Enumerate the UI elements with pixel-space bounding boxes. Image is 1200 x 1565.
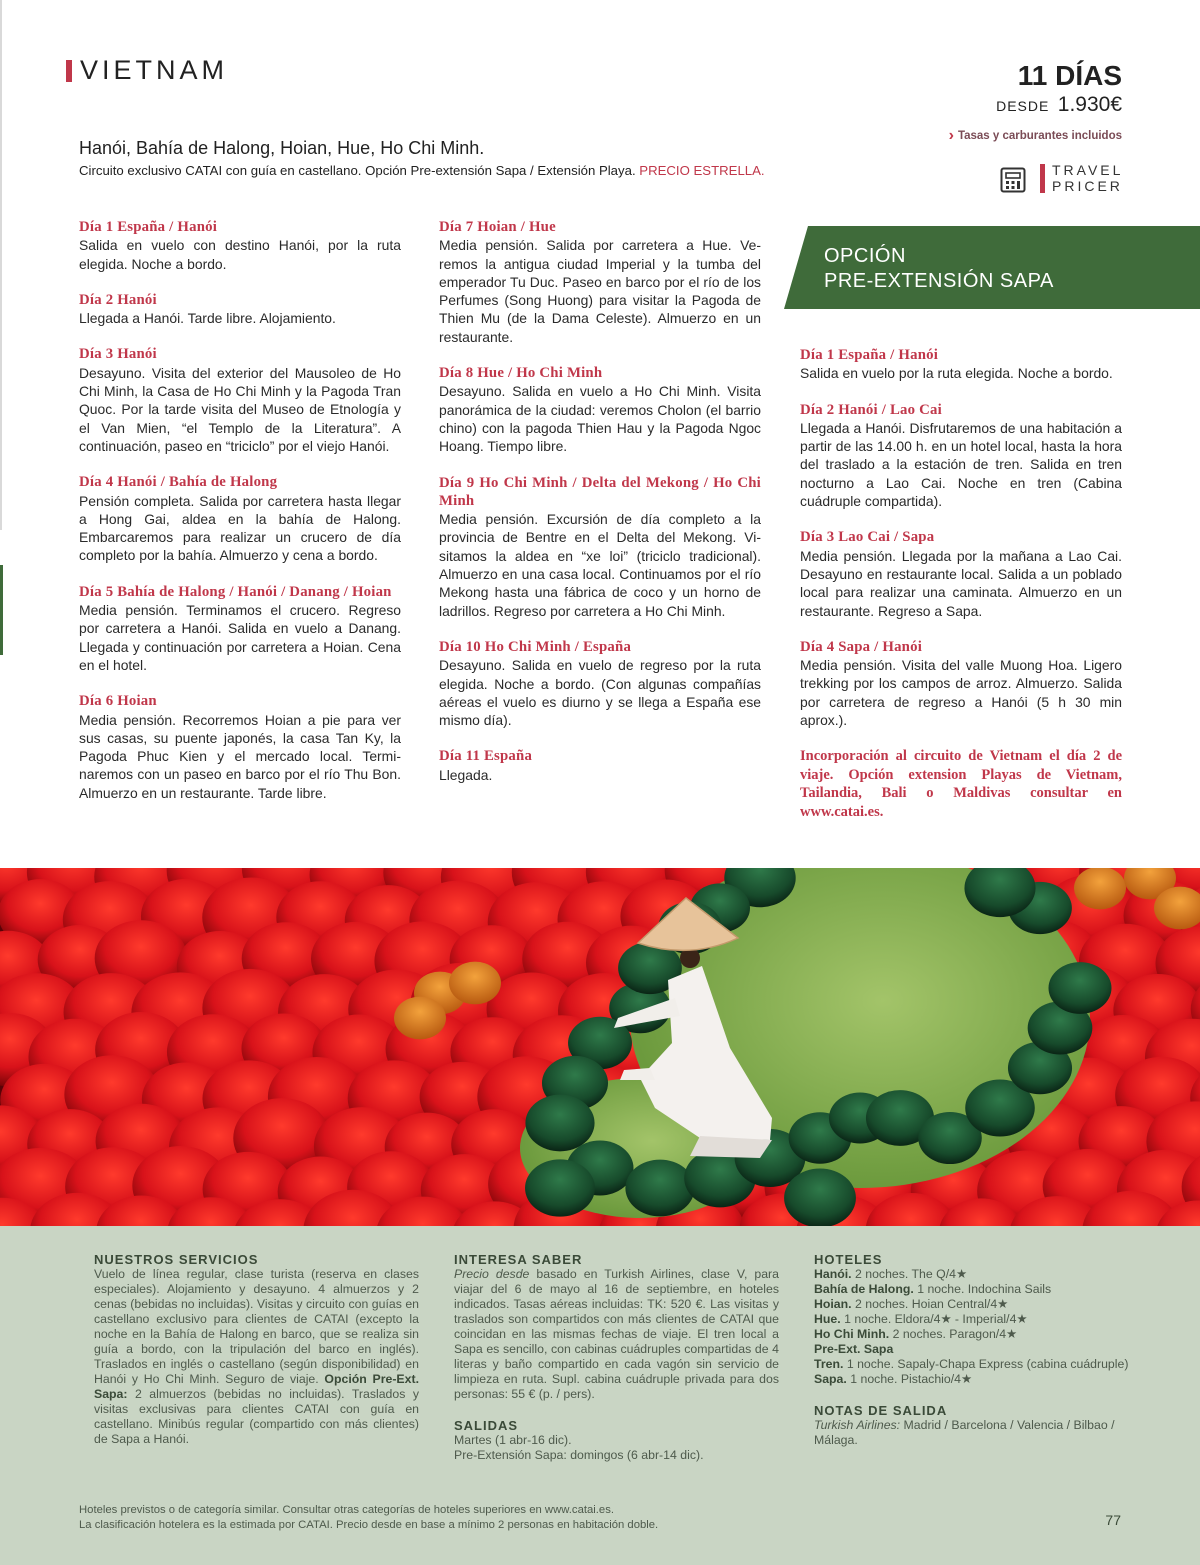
services-heading: NUESTROS SERVICIOS [94,1252,259,1267]
sapa-note: Incorporación al circuito de Vietnam el día 2 de viaje. Opción extension Playas de Vietnam, Tailandia, Bali o Maldivas consultar en www.catai.es. [800,748,1122,820]
day-text: Llegada. [439,766,493,783]
day-text: Media pensión. Excursión de día completo a la provincia de Bentre en el Delta del Mekong. Visitamos la aldea en “xe loi” (triciclo tradicional). Almuerzo en una casa local. Continuamos por el río Mekong hasta una fábrica de coco y un horno de ladrillos. Regreso por carretera a Ho Chi Minh. [439,511,761,619]
incense-bundle [449,962,501,1005]
day-title: Día 1 España / Hanói [79,219,218,235]
hotel-detail: 1 noche. Pistachio/4★ [850,1372,973,1386]
country-marker [66,60,72,82]
hotel-item [814,1282,1139,1297]
info-body: basado en Turkish Airlines, clase V, para viajar del 6 de mayo al 16 de septiembre, en hoteles indicados. Tasas aéreas incluidas: TK: 520 €. Las visitas y traslados son compartidos con más clientes de CATAI que coincidan en las mismas fechas de viaje. El tren local a Sapa es sencillo, con cabinas cuádruples compartidas de 4 literas y baño compartido en cada vagón sin servicio de limpieza en ruta. Supl. cabina cuádruple privada para dos personas: 55 € (p. / pers). [454,1267,779,1401]
day-text: Desayuno. Salida en vuelo de regreso por la ruta elegida. Noche a bordo. (Con algunas compañías aéreas el vuelo es diurno y se llega a España ese mismo día). [439,657,761,729]
notes-airline: Turkish Airlines: [814,1418,901,1432]
precio-estrella-label: PRECIO ESTRELLA. [639,163,765,178]
departures-line-2: Pre-Extensión Sapa: domingos (6 abr-14 dic). [454,1448,704,1462]
notes-cities: Madrid / Barcelona / Valencia / Bilbao / Málaga. [814,1418,1115,1447]
day-title: Día 10 Ho Chi Minh / España [439,638,632,655]
tagline-text: Circuito exclusivo CATAI con guía en castellano. Opción Pre-extensión Sapa / Extensión Playa. [79,163,636,178]
itinerary-day [439,638,761,729]
services-column [94,1252,419,1447]
price-amount: 1.930€ [1057,93,1122,116]
hotels-heading: HOTELES [814,1252,883,1267]
sapa-day [800,638,1122,729]
hotel-place: Ho Chi Minh. [814,1327,890,1341]
page-edge-line [0,0,2,530]
sapa-banner-title [824,244,1054,294]
hotel-item [814,1267,1139,1282]
day-title: Día 11 España [439,748,533,765]
incense-bundle [394,997,446,1040]
hotels-column [814,1252,1139,1448]
fine-print-line-2: La clasificación hotelera es la estimada por CATAI. Precio desde en base a mínimo 2 personas en habitación doble. [79,1519,659,1531]
day-title: Día 1 España / Hanói [800,347,939,363]
day-title: Día 2 Hanói / Lao Cai [800,401,942,418]
incense-bundle [525,1095,594,1152]
day-title: Día 2 Hanói [79,291,157,308]
fine-print-line-1: Hoteles previstos o de categoría similar. Consultar otras categorías de hoteles superiores en www.catai.es. [79,1504,614,1516]
itinerary-day [439,747,761,784]
services-option-text: 2 almuerzos (bebidas no incluidas). Traslados y visitas exclusivas para clientes CATAI con guía en castellano. Minibús regular (compartido con más clientes) de Sapa a Hanói. [94,1387,419,1446]
day-title: Día 9 Ho Chi Minh / Delta del Mekong / Ho Chi Minh [439,474,761,509]
sapa-day [800,346,1122,383]
hotel-place: Sapa. [814,1372,847,1386]
route-summary: Hanói, Bahía de Halong, Hoian, Hue, Ho Chi Minh. [79,138,485,158]
calculator-icon [1000,167,1026,193]
chevron-right-icon: › [948,127,954,144]
itinerary-day [439,218,761,346]
day-title: Día 3 Lao Cai / Sapa [800,529,935,546]
page-edge-marker [0,565,3,655]
taxes-note [949,126,1122,144]
departures-heading: SALIDAS [454,1418,519,1433]
travel-pricer-logo [1052,162,1123,194]
incense-bundle [784,1169,856,1226]
services-body: Vuelo de línea regular, clase turista (reserva en clases especiales). Alojamiento y desayuno. 4 almuerzos y 2 cenas (bebidas no incluidas). Visitas y circuito con guías en castellano exclusivo para clientes de CATAI (excepto la noche en la Bahía de Halong en barco, que se realiza sin guía a bordo, con la tripulación del barco en inglés). Traslados en inglés o castellano (según disponibilidad) en Hanói y Ho Chi Minh. Seguro de viaje. [94,1267,419,1386]
services-text [94,1267,419,1447]
day-text: Llegada a Hanói. Disfrutaremos de una habitación a partir de las 14.00 h. en un hotel local, hasta la hora del traslado a la estación de tren. Salida en tren nocturno a Lao Cai. Noche en tren (Cabina cuádruple compartida). [800,419,1122,510]
departures-line-1: Martes (1 abr-16 dic). [454,1433,572,1447]
hotel-place: Hue. [814,1312,841,1326]
day-text: Llegada a Hanói. Tarde libre. Alojamiento. [79,310,336,327]
day-title: Día 6 Hoian [79,693,157,710]
hotel-item [814,1297,1139,1312]
hotel-detail: 1 noche. Eldora/4★ - Imperial/4★ [844,1312,1028,1326]
itinerary-day [79,583,401,674]
services-option-label: Opción Pre-Ext. Sapa: [94,1372,419,1401]
travel-pricer-marker [1040,164,1045,193]
price-line [996,93,1122,117]
hotel-item [814,1312,1139,1327]
itinerary-day [79,291,401,328]
hotel-detail: 2 noches. Hoian Central/4★ [855,1297,1009,1311]
day-text: Pensión completa. Salida por carretera hasta llegar a Hong Gai, aldea en la bahía de Halong. Embarcaremos para realizar un crucero de día completo por la bahía. Almuerzo y cena a bordo. [79,492,401,564]
country-title: VIETNAM [80,55,229,85]
hotel-detail: 1 noche. Indochina Sails [917,1282,1052,1296]
info-heading: INTERESA SABER [454,1252,583,1267]
incense-bundle [625,1160,694,1217]
page-number: 77 [1105,1512,1121,1528]
hotel-place: Bahía de Halong. [814,1282,914,1296]
itinerary-day [439,474,761,620]
sapa-banner-line1: OPCIÓN [824,245,906,267]
sapa-day [800,401,1122,511]
info-text [454,1267,779,1402]
itinerary-day [79,473,401,564]
hotel-detail: 2 noches. The Q/4★ [855,1267,967,1281]
itinerary-day [79,345,401,455]
day-text: Salida en vuelo con destino Hanói, por la ruta elegida. Noche a bordo. [79,237,401,272]
day-text: Media pensión. Llegada por la mañana a Lao Cai. Desayuno en restaurante local. Salida a un poblado local para realizar una caminata. Almuerzo en un restaurante. Regreso a Sapa. [800,547,1122,619]
itinerary-column-2 [439,218,761,802]
day-title: Día 8 Hue / Ho Chi Minh [439,365,603,382]
day-text: Desayuno. Visita del exterior del Mausoleo de Ho Chi Minh, la Casa de Ho Chi Minh y la Pagoda Tran Quoc. Por la tarde visita del Museo de Etnología y el Van Mien, “el Templo de la Literatura”. A continuación, paseo en “triciclo” por el viejo Hanói. [79,364,401,454]
day-title: Día 3 Hanói [79,346,157,363]
itinerary-column-1 [79,218,401,820]
day-text: Media pensión. Visita del valle Muong Hoa. Ligero trekking por los campos de arroz. Almuerzo. Salida por carretera de regreso a Hanói (5 h 30 min aprox.). [800,657,1122,729]
trip-duration: 11 DÍAS [1017,60,1122,91]
info-italic-lead: Precio desde [454,1267,530,1281]
fine-print [79,1503,658,1533]
day-text: Salida en vuelo por la ruta elegida. Noche a bordo. [800,365,1113,382]
day-text: Desayuno. Salida en vuelo a Ho Chi Minh. Visita panorámica de la ciudad: veremos Cholon (el barrio chino) con la pagoda Thien Hau y la Pagoda Ngoc Hoang. Tiempo libre. [439,383,761,455]
incense-bundle [1049,962,1112,1014]
incense-bundle [525,1159,595,1216]
day-title: Día 5 Bahía de Halong / Hanói / Danang / Hoian [79,583,392,600]
itinerary-day [439,364,761,455]
notes-heading: NOTAS DE SALIDA [814,1403,948,1418]
day-text: Media pensión. Terminamos el crucero. Regreso por carretera a Hanói. Salida en vuelo a Danang. Llegada y continuación por carretera a Hoian. Cena en el hotel. [79,602,401,673]
day-text: Media pensión. Recorremos Hoian a pie para ver sus casas, su puente japonés, la casa Tan Ky, la Pagoda Phuc Kien y el mercado local. Terminaremos con un paseo en barco por el río Thu Bon. Almuerzo en un restaurante. Tarde libre. [79,711,401,801]
day-title: Día 4 Hanói / Bahía de Halong [79,474,278,491]
notes-text [814,1418,1139,1448]
incense-bundle [1074,868,1126,909]
sapa-banner-line2: PRE-EXTENSIÓN SAPA [824,270,1054,292]
hotel-detail: 2 noches. Paragon/4★ [892,1327,1018,1341]
price-label: DESDE [996,98,1050,114]
hotel-item [814,1327,1139,1342]
day-text: Media pensión. Salida por carretera a Hue. Veremos la antigua ciudad Imperial y la tumba del emperador Tu Duc. Paseo en barco por el río de los Perfumes (Song Huong) para visitar la Pagoda de Thien Mu (de la Dama Celeste). Almuerzo en un restaurante. [439,237,761,345]
hotel-item [814,1372,1139,1387]
day-title: Día 4 Sapa / Hanói [800,638,923,655]
hotels-sapa-label: Pre-Ext. Sapa [814,1342,894,1356]
taxes-text: Tasas y carburantes incluidos [957,130,1122,142]
hotel-place: Hoian. [814,1297,852,1311]
day-title: Día 7 Hoian / Hue [439,219,556,235]
hotel-detail: 1 noche. Sapaly-Chapa Express (cabina cuádruple) [846,1357,1129,1371]
hotel-place: Tren. [814,1357,844,1371]
incense-field-photo [0,868,1200,1226]
hotel-place: Hanói. [814,1267,852,1281]
info-column [454,1252,779,1463]
sapa-column [800,346,1122,821]
travel-pricer-line2: PRICER [1052,178,1123,194]
itinerary-day [79,218,401,273]
travel-pricer-line1: TRAVEL [1052,162,1124,178]
tagline [79,163,765,178]
sapa-day [800,528,1122,619]
hotel-item [814,1357,1139,1372]
itinerary-day [79,692,401,802]
